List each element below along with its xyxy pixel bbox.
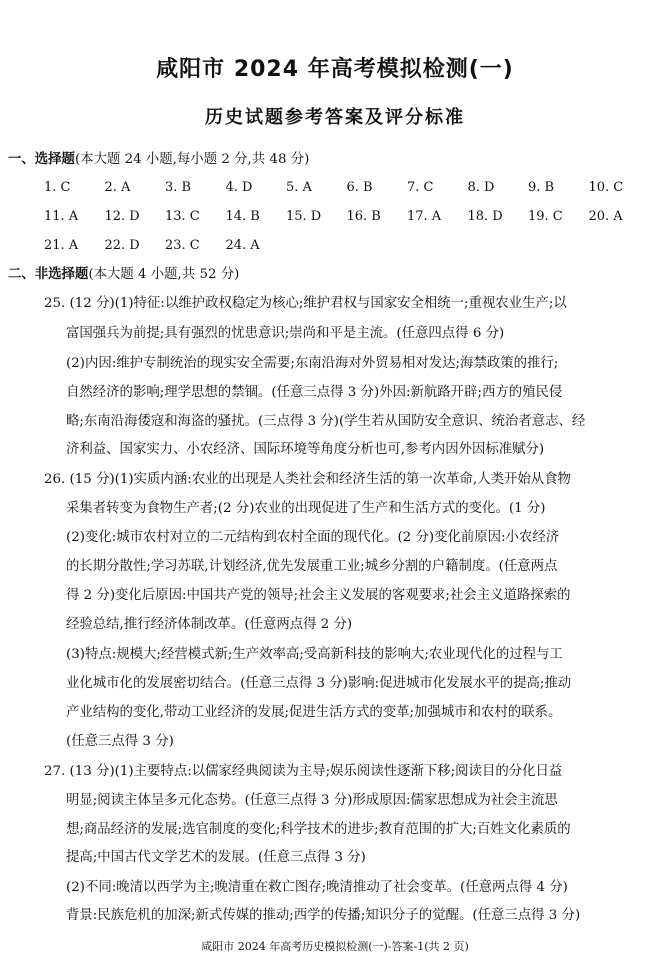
text-line: 自然经济的影响;理学思想的禁锢。(任意三点得 3 分)外因:新航路开辟;西方的殖民侵 — [66, 385, 563, 400]
choice-answer: 8. D — [467, 180, 495, 195]
choice-answer: 5. A — [286, 180, 312, 195]
choice-answer: 17. A — [407, 209, 442, 224]
text-line: 想;商品经济的发展;选官制度的变化;科学技术的进步;教育范围的扩大;百姓文化素质的 — [66, 822, 571, 837]
choice-answer: 13. C — [165, 209, 200, 224]
text-line: 背景:民族危机的加深;新式传媒的推动;西学的传播;知识分子的觉醒。(任意三点得 3 分) — [66, 908, 581, 923]
section1-heading: 一、选择题 — [8, 152, 75, 167]
choice-answer: 16. B — [346, 209, 381, 224]
choice-answer: 3. B — [165, 180, 192, 195]
choice-answer: 7. C — [407, 180, 434, 195]
text-line: 济利益、国家实力、小农经济、国际环境等角度分析也可,参考内因外因标准赋分) — [66, 442, 545, 457]
choice-answer: 9. B — [528, 180, 555, 195]
page-title: 咸阳市 2024 年高考模拟检测(一) — [156, 57, 514, 82]
choice-answer: 1. C — [44, 180, 71, 195]
page-footer: 咸阳市 2024 年高考历史模拟检测(一)-答案-1(共 2 页) — [201, 940, 469, 953]
choice-answer: 10. C — [588, 180, 624, 195]
choice-answer: 22. D — [104, 238, 140, 253]
text-line: 略;东南沿海倭寇和海盗的骚扰。(三点得 3 分)(学生若从国防安全意识、统治者意志、经 — [66, 414, 586, 429]
text-line: 业化城市化的发展密切结合。(任意三点得 3 分)影响:促进城市化发展水平的提高;推动 — [66, 676, 572, 691]
text-line: 富国强兵为前提;具有强烈的忧患意识;崇尚和平是主流。(任意四点得 6 分) — [66, 326, 505, 341]
choice-answer: 6. B — [346, 180, 373, 195]
choice-answer: 24. A — [225, 238, 260, 253]
text-line: 产业结构的变化,带动工业经济的发展;促进生活方式的变革;加强城市和农村的联系。 — [66, 705, 562, 720]
choice-answer: 2. A — [104, 180, 131, 195]
text-line: 的长期分散性;学习苏联,计划经济,优先发展重工业;城乡分割的户籍制度。(任意两点 — [66, 559, 558, 574]
choice-answer: 19. C — [528, 209, 563, 224]
text-line: (2)不同:晚清以西学为主;晚清重在救亡图存;晚清推动了社会变革。(任意两点得 4 分) — [66, 880, 568, 895]
text-line: 明显;阅读主体呈多元化态势。(任意三点得 3 分)形成原因:儒家思想成为社会主流思 — [66, 793, 558, 808]
text-line: 25. (12 分)(1)特征:以维护政权稳定为核心;维护君权与国家安全相统一;重视农业生产;以 — [44, 296, 567, 311]
page-subtitle: 历史试题参考答案及评分标准 — [205, 107, 465, 128]
section1-heading-line — [8, 150, 309, 170]
text-line: (2)内因:维护专制统治的现实安全需要;东南沿海对外贸易相对发达;海禁政策的推行; — [66, 356, 559, 371]
choice-answer: 21. A — [44, 238, 79, 253]
choice-answer: 23. C — [165, 238, 200, 253]
text-line: 得 2 分)变化后原因:中国共产党的领导;社会主义发展的客观要求;社会主义道路探索的 — [66, 588, 571, 603]
text-line: 27. (13 分)(1)主要特点:以儒家经典阅读为主导;娱乐阅读性逐渐下移;阅读目的分化日益 — [44, 764, 563, 779]
choice-answer: 18. D — [467, 209, 503, 224]
choice-answer: 11. A — [44, 209, 79, 224]
text-line: 经验总结,推行经济体制改革。(任意两点得 2 分) — [66, 617, 353, 632]
choice-answer: 4. D — [225, 180, 253, 195]
text-line: (2)变化:城市农村对立的二元结构到农村全面的现代化。(2 分)变化前原因:小农经济 — [66, 530, 560, 545]
text-line: 采集者转变为食物生产者;(2 分)农业的出现促进了生产和生活方式的变化。(1 分) — [66, 501, 546, 516]
choice-answer: 20. A — [588, 209, 623, 224]
section1-note: (本大题 24 小题,每小题 2 分,共 48 分) — [74, 152, 310, 167]
text-line: 26. (15 分)(1)实质内涵:农业的出现是人类社会和经济生活的第一次革命,人类开始从食物 — [44, 472, 571, 487]
text-line: (3)特点:规模大;经营模式新;生产效率高;受高新科技的影响大;农业现代化的过程与工 — [66, 647, 563, 662]
choice-answer: 12. D — [104, 209, 140, 224]
section2-note: (本大题 4 小题,共 52 分) — [88, 267, 240, 282]
choice-answer: 15. D — [286, 209, 322, 224]
section2-heading: 二、非选择题 — [8, 267, 89, 282]
text-line: (任意三点得 3 分) — [66, 734, 174, 749]
choice-answer: 14. B — [225, 209, 260, 224]
section2-heading-line — [8, 265, 239, 285]
text-line: 提高;中国古代文学艺术的发展。(任意三点得 3 分) — [66, 850, 366, 865]
